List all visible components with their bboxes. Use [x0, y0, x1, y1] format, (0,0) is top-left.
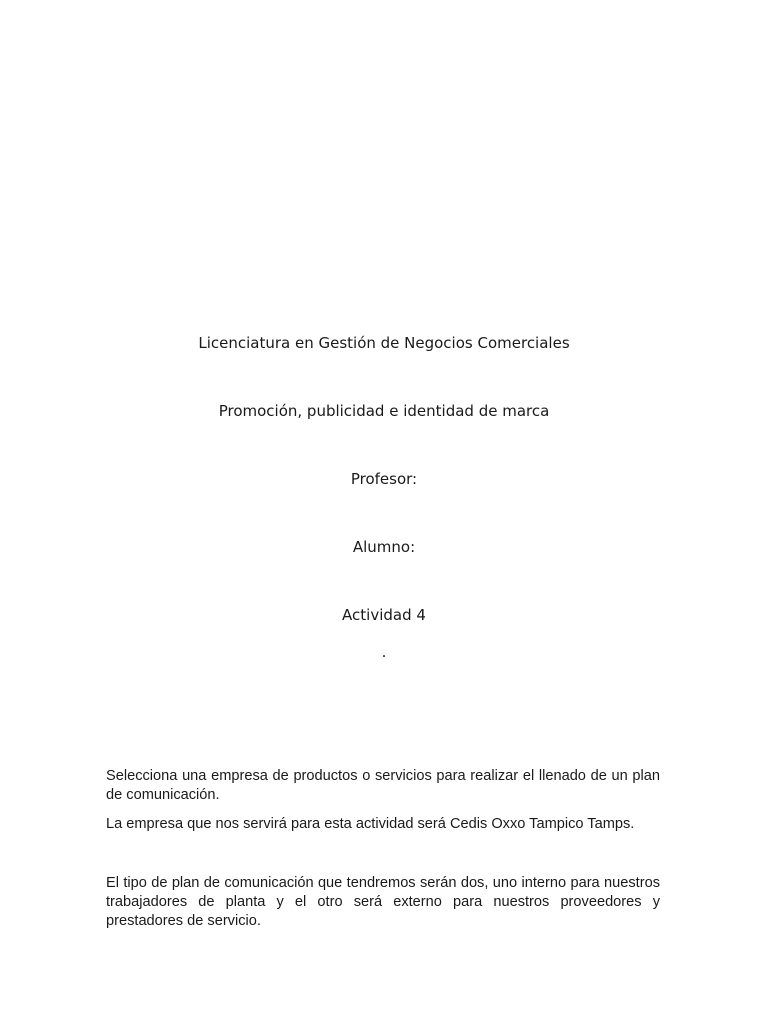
- student-label: Alumno:: [352, 538, 416, 556]
- course-title: Promoción, publicidad e identidad de marca: [218, 402, 550, 420]
- activity-title: Actividad 4: [342, 606, 426, 624]
- paragraph-instruction: Selecciona una empresa de productos o servicios para realizar el llenado de un plan de comunicación.: [106, 768, 660, 803]
- paragraph-company: La empresa que nos servirá para esta actividad será Cedis Oxxo Tampico Tamps.: [106, 816, 635, 832]
- paragraph-plan-type: El tipo de plan de comunicación que tendremos serán dos, uno interno para nuestros trabajadores de planta y el otro será externo para nuestros proveedores y prestadores de servicio.: [106, 875, 660, 929]
- teacher-label: Profesor:: [350, 470, 418, 488]
- degree-title: Licenciatura en Gestión de Negocios Comerciales: [198, 334, 570, 352]
- dot-marker: .: [381, 643, 387, 661]
